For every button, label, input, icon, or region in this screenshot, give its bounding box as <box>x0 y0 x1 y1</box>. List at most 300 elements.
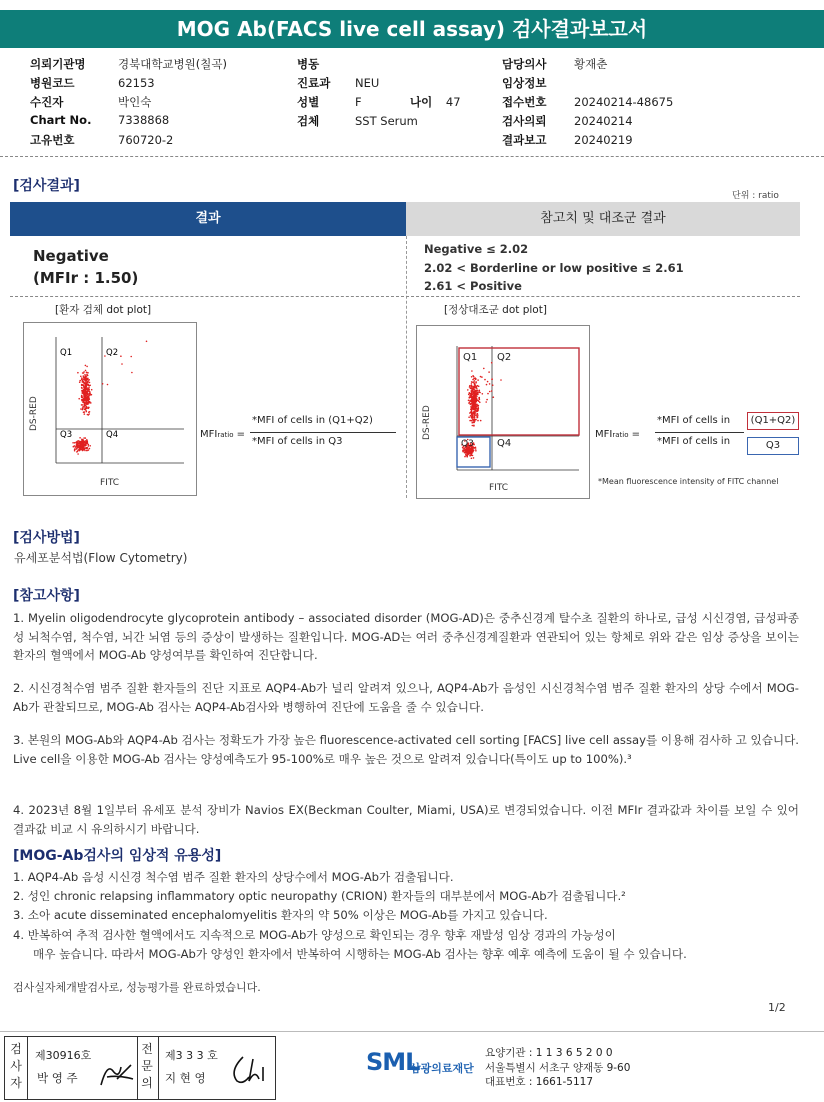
specialist-name: 지 현 영 <box>165 1071 206 1085</box>
scatter-dot <box>468 400 470 402</box>
scatter-dot <box>87 394 89 396</box>
scatter-dot <box>79 381 81 383</box>
info-2-row <box>297 113 418 132</box>
scatter-dot <box>84 374 86 376</box>
scatter-dot <box>482 393 484 395</box>
scatter-dot <box>475 419 477 421</box>
scatter-dot <box>473 411 475 413</box>
info-1-value: 760720-2 <box>118 133 174 147</box>
equals-sign: = <box>631 429 641 440</box>
scatter-dot <box>472 425 474 427</box>
tester-name: 박 영 주 <box>37 1071 78 1085</box>
scatter-dot <box>77 453 79 455</box>
scatter-dot <box>486 399 488 401</box>
scatter-dot <box>84 441 86 443</box>
info-2-label: 성별 <box>297 95 320 109</box>
info-3-label: 임상정보 <box>502 76 547 90</box>
scatter-dot <box>473 422 475 424</box>
scatter-dot <box>477 407 479 409</box>
scatter-dot <box>88 387 90 389</box>
scatter-dot <box>472 407 474 409</box>
scatter-dot <box>76 447 78 449</box>
scatter-dot <box>472 399 474 401</box>
tester-label: 검사자 <box>10 1042 22 1090</box>
reference-borderline: 2.02 < Borderline or low positive ≤ 2.61 <box>424 260 684 275</box>
scatter-dot <box>475 381 477 383</box>
scatter-dot <box>479 399 481 401</box>
info-1-value: 7338868 <box>118 113 170 127</box>
scatter-dot <box>467 389 469 391</box>
lab-phone: 대표번호 : 1661-5117 <box>485 1076 594 1088</box>
info-2-label: 병동 <box>297 57 320 71</box>
scatter-dot <box>480 376 482 378</box>
scatter-dot <box>472 390 474 392</box>
scatter-dot <box>476 403 478 405</box>
scatter-dot <box>86 447 88 449</box>
scatter-dot <box>77 450 79 452</box>
info-1-label: Chart No. <box>30 113 92 127</box>
scatter-dot <box>489 383 491 385</box>
info-1-value: 경북대학교병원(칠곡) <box>118 57 227 71</box>
scatter-dot <box>468 394 470 396</box>
lab-name: 삼광의료재단 <box>410 1062 474 1075</box>
info-1-label: 수진자 <box>30 95 64 109</box>
scatter-dot <box>474 402 476 404</box>
patient-mfi-formula <box>200 429 245 440</box>
column-divider <box>406 236 407 498</box>
patient-q2-label: Q2 <box>106 348 119 358</box>
scatter-dot <box>469 392 471 394</box>
scatter-dot <box>480 420 482 422</box>
scatter-dot <box>146 341 148 343</box>
scatter-dot <box>83 401 85 403</box>
scatter-dot <box>85 365 87 367</box>
patient-q4-label: Q4 <box>106 430 119 440</box>
info-1-row <box>30 132 227 151</box>
ratio-subscript: ratio <box>612 431 629 439</box>
scatter-dot <box>78 447 80 449</box>
scatter-dot <box>80 408 82 410</box>
scatter-dot <box>475 450 477 452</box>
mfi-label: MFI <box>200 429 218 440</box>
scatter-dot <box>75 446 77 448</box>
control-q1-label: Q1 <box>463 352 478 363</box>
scatter-dot <box>121 363 123 365</box>
scatter-dot <box>471 383 473 385</box>
unit-label: 단위 : ratio <box>732 191 779 201</box>
patient-plot-title: [환자 검체 dot plot] <box>55 304 152 316</box>
scatter-dot <box>477 390 479 392</box>
scatter-dot <box>470 401 472 403</box>
scatter-dot <box>484 379 486 381</box>
scatter-dot <box>84 403 86 405</box>
scatter-dot <box>473 401 475 403</box>
control-y-axis-label: DS-RED <box>422 405 432 440</box>
scatter-dot <box>500 379 502 381</box>
scatter-dot <box>89 382 91 384</box>
scatter-dot <box>492 384 494 386</box>
patient-fraction-line <box>250 432 396 433</box>
reference-positive: 2.61 < Positive <box>424 279 522 293</box>
result-mfir: (MFIr : 1.50) <box>33 269 139 287</box>
scatter-dot <box>120 355 122 357</box>
control-x-axis-label: FITC <box>489 483 509 493</box>
info-3-row <box>502 132 673 151</box>
specialist-license: 제3 3 3 호 <box>165 1049 218 1062</box>
scatter-dot <box>475 393 477 395</box>
utility-list <box>13 868 803 964</box>
info-1-label: 고유번호 <box>30 133 75 147</box>
scatter-dot <box>471 385 473 387</box>
scatter-dot <box>477 420 479 422</box>
lab-info <box>485 1046 630 1090</box>
info-column-2 <box>297 56 418 132</box>
lab-address: 서울특별시 서초구 양재동 9-60 <box>485 1061 631 1074</box>
info-2-row <box>297 94 418 113</box>
scatter-dot <box>87 372 89 374</box>
patient-info <box>30 56 810 151</box>
scatter-dot <box>85 390 87 392</box>
scatter-dot <box>79 380 81 382</box>
scatter-dot <box>83 391 85 393</box>
scatter-dot <box>83 411 85 413</box>
control-q2-label: Q2 <box>497 352 512 363</box>
signature-box <box>4 1036 276 1100</box>
scatter-dot <box>85 378 87 380</box>
info-column-3 <box>502 56 673 151</box>
scatter-dot <box>88 411 90 413</box>
scatter-dot <box>477 405 479 407</box>
scatter-dot <box>89 402 91 404</box>
scatter-dot <box>84 382 86 384</box>
scatter-dot <box>78 398 80 400</box>
specialist-signature <box>227 1051 271 1089</box>
scatter-dot <box>83 406 85 408</box>
scatter-dot <box>84 388 86 390</box>
info-2-value: SST Serum <box>355 114 418 128</box>
scatter-dot <box>475 401 477 403</box>
scatter-dot <box>77 445 79 447</box>
scatter-dot <box>82 378 84 380</box>
scatter-dot <box>85 375 87 377</box>
scatter-dot <box>85 400 87 402</box>
scatter-dot <box>88 414 90 416</box>
info-1-row <box>30 94 227 113</box>
scatter-dot <box>483 368 485 370</box>
scatter-dot <box>74 448 76 450</box>
info-3-row <box>502 94 673 113</box>
scatter-dot <box>84 392 86 394</box>
scatter-dot <box>80 449 82 451</box>
scatter-dot <box>472 379 474 381</box>
scatter-dot <box>476 410 478 412</box>
header-divider <box>0 156 824 157</box>
patient-q3-label: Q3 <box>60 430 73 440</box>
info-3-value: 20240219 <box>574 133 633 147</box>
scatter-dot <box>470 420 472 422</box>
result-section-title: [검사결과] <box>13 178 80 194</box>
control-denominator-box: Q3 <box>747 437 799 455</box>
notes-title: [참고사항] <box>13 588 80 604</box>
info-1-row <box>30 75 227 94</box>
control-mfi-formula <box>595 429 640 440</box>
scatter-dot <box>85 370 87 372</box>
utility-item-3: 3. 소아 acute disseminated encephalomyelitis 환자의 약 50% 이상은 MOG-Ab를 가지고 있습니다. <box>13 908 548 923</box>
scatter-dot <box>83 386 85 388</box>
scatter-dot <box>86 442 88 444</box>
scatter-dot <box>77 372 79 374</box>
info-2-label: 검체 <box>297 114 320 128</box>
scatter-dot <box>86 449 88 451</box>
scatter-dot <box>81 379 83 381</box>
utility-item-4-cont: 매우 높습니다. 따라서 MOG-Ab가 양성인 환자에서 반복하여 시행하는 MOG-Ab 검사는 향후 예후 예측에 도움이 될 수 있습니다. <box>33 946 687 961</box>
scatter-dot <box>477 413 479 415</box>
scatter-dot <box>74 442 76 444</box>
scatter-dot <box>464 456 466 458</box>
scatter-dot <box>81 446 83 448</box>
scatter-dot <box>462 450 464 452</box>
info-3-label: 검사의뢰 <box>502 114 547 128</box>
scatter-dot <box>89 394 91 396</box>
scatter-dot <box>87 407 89 409</box>
info-2-row <box>297 56 418 75</box>
scatter-dot <box>474 398 476 400</box>
scatter-dot <box>81 395 83 397</box>
scatter-dot <box>474 417 476 419</box>
age-label: 나이 <box>410 95 433 109</box>
sml-logo: SML <box>366 1048 420 1076</box>
scatter-dot <box>491 362 493 364</box>
age-row <box>410 94 461 110</box>
scatter-dot <box>84 397 86 399</box>
scatter-dot <box>78 443 80 445</box>
scatter-dot <box>473 402 475 404</box>
lab-code: 요양기관 : 1 1 3 6 5 2 0 0 <box>485 1047 613 1059</box>
scatter-dot <box>478 390 480 392</box>
utility-item-2: 2. 성인 chronic relapsing inflammatory optic neuropathy (CRION) 환자들의 대부분에서 MOG-Ab가 검출됩니다.² <box>13 889 626 904</box>
page-number: 1/2 <box>768 1001 786 1014</box>
scatter-dot <box>82 439 84 441</box>
scatter-dot <box>83 399 85 401</box>
scatter-dot <box>130 356 132 358</box>
patient-q1-label: Q1 <box>60 348 73 358</box>
info-3-value: 황재춘 <box>574 57 608 71</box>
info-2-value: F <box>355 95 362 109</box>
utility-item-1: 1. AQP4-Ab 음성 시신경 척수염 범주 질환 환자의 상당수에서 MOG-Ab가 검출됩니다. <box>13 870 454 884</box>
scatter-dot <box>87 391 89 393</box>
note-3: 3. 본원의 MOG-Ab와 AQP4-Ab 검사는 정확도가 가장 높은 fluorescence-activated cell sorting [FACS] live cell assay를 이용해 검사하 고 있습니다. Live cell을 이용한 MOG-Ab 검사는 양성예측도가 95-100%로 매우 높은 것으로 알려져 있습니다(특이도 up to 100%).³ <box>13 733 799 766</box>
scatter-dot <box>88 384 90 386</box>
reference-ranges <box>424 240 684 296</box>
scatter-dot <box>468 416 470 418</box>
patient-plot-svg <box>24 323 196 495</box>
scatter-dot <box>486 384 488 386</box>
control-q3-label: Q3 <box>461 439 474 449</box>
scatter-dot <box>467 455 469 457</box>
info-2-value: NEU <box>355 76 380 90</box>
scatter-dot <box>474 386 476 388</box>
scatter-dot <box>470 388 472 390</box>
scatter-dot <box>85 387 87 389</box>
scatter-dot <box>131 372 133 374</box>
info-3-row <box>502 113 673 132</box>
scatter-dot <box>88 449 90 451</box>
footer-divider <box>0 1031 824 1032</box>
scatter-dot <box>470 451 472 453</box>
control-q4-label: Q4 <box>497 438 512 449</box>
patient-denominator: *MFI of cells in Q3 <box>252 436 343 447</box>
info-1-row <box>30 113 227 132</box>
scatter-dot <box>471 391 473 393</box>
scatter-dot <box>89 391 91 393</box>
scatter-dot <box>82 443 84 445</box>
scatter-dot <box>478 397 480 399</box>
reference-column-header: 참고치 및 대조군 결과 <box>406 202 800 236</box>
info-2-label: 진료과 <box>297 76 331 90</box>
scatter-dot <box>470 412 472 414</box>
scatter-dot <box>86 374 88 376</box>
scatter-dot <box>475 406 477 408</box>
scatter-dot <box>85 443 87 445</box>
scatter-dot <box>471 407 473 409</box>
info-1-value: 박인숙 <box>118 95 152 109</box>
scatter-dot <box>73 446 75 448</box>
scatter-dot <box>471 370 473 372</box>
scatter-dot <box>471 458 473 460</box>
scatter-dot <box>472 450 474 452</box>
scatter-dot <box>473 419 475 421</box>
footer-note: 검사실자체개발검사로, 성능평가를 완료하였습니다. <box>13 981 261 994</box>
info-column-1 <box>30 56 227 151</box>
scatter-dot <box>477 385 479 387</box>
info-3-value: 20240214 <box>574 114 633 128</box>
info-3-row <box>502 56 673 75</box>
scatter-dot <box>81 392 83 394</box>
scatter-dot <box>83 448 85 450</box>
reference-negative: Negative ≤ 2.02 <box>424 242 529 256</box>
info-2-row <box>297 75 418 94</box>
tester-signature <box>97 1057 137 1091</box>
info-3-label: 담당의사 <box>502 57 547 71</box>
scatter-dot <box>87 403 89 405</box>
utility-title: [MOG-Ab검사의 임상적 유용성] <box>13 848 222 864</box>
scatter-dot <box>488 371 490 373</box>
scatter-dot <box>489 391 491 393</box>
method-title: [검사방법] <box>13 530 80 546</box>
scatter-dot <box>473 383 475 385</box>
scatter-dot <box>469 453 471 455</box>
control-numerator: *MFI of cells in <box>657 415 731 426</box>
info-1-label: 의뢰기관명 <box>30 57 86 71</box>
scatter-dot <box>478 400 480 402</box>
scatter-dot <box>471 455 473 457</box>
scatter-dot <box>79 437 81 439</box>
info-1-label: 병원코드 <box>30 76 75 90</box>
mfi-footnote: *Mean fluorescence intensity of FITC channel <box>598 477 779 486</box>
scatter-dot <box>473 425 475 427</box>
info-3-value: 20240214-48675 <box>574 95 674 109</box>
info-1-value: 62153 <box>118 76 155 90</box>
scatter-dot <box>86 397 88 399</box>
mfi-label: MFI <box>595 429 613 440</box>
note-4: 4. 2023년 8월 1일부터 유세포 분석 장비가 Navios EX(Beckman Coulter, Miami, USA)로 변경되었습니다. 이전 MFIr 결과값과 차이를 보일 수 있어 결과값 비교 시 유의하시기 바랍니다. <box>13 803 799 836</box>
scatter-dot <box>85 384 87 386</box>
scatter-dot <box>471 381 473 383</box>
scatter-dot <box>82 372 84 374</box>
scatter-dot <box>472 388 474 390</box>
scatter-dot <box>84 413 86 415</box>
utility-item-4: 4. 반복하여 추적 검사한 혈액에서도 지속적으로 MOG-Ab가 양성으로 확인되는 경우 향후 재발성 임상 경과의 가능성이 <box>13 927 616 942</box>
scatter-dot <box>474 409 476 411</box>
scatter-dot <box>471 376 473 378</box>
scatter-dot <box>88 396 90 398</box>
scatter-dot <box>469 455 471 457</box>
scatter-dot <box>464 452 466 454</box>
info-3-row <box>502 75 673 94</box>
scatter-dot <box>491 378 493 380</box>
scatter-dot <box>469 401 471 403</box>
scatter-dot <box>87 389 89 391</box>
scatter-dot <box>470 396 472 398</box>
scatter-dot <box>476 417 478 419</box>
scatter-dot <box>485 401 487 403</box>
result-value: Negative <box>33 247 109 265</box>
control-plot-title: [정상대조군 dot plot] <box>444 304 547 316</box>
scatter-dot <box>86 366 88 368</box>
note-2: 2. 시신경척수염 범주 질환 환자들의 진단 지표로 AQP4-Ab가 널리 알려져 있으나, AQP4-Ab가 음성인 시신경척수염 범주 질환 환자의 상당 수에서 MOG-Ab가 관찰되므로, MOG-Ab 검사는 AQP4-Ab검사와 병행하여 진단에 도움을 줄 수 있습니다. <box>13 681 799 714</box>
scatter-dot <box>76 448 78 450</box>
control-dot-plot <box>416 325 590 499</box>
scatter-dot <box>479 392 481 394</box>
scatter-dot <box>85 395 87 397</box>
scatter-dot <box>82 404 84 406</box>
scatter-dot <box>85 393 87 395</box>
specialist-label: 전문의 <box>141 1042 153 1090</box>
scatter-dot <box>466 451 468 453</box>
scatter-dot <box>88 445 90 447</box>
scatter-dot <box>80 376 82 378</box>
patient-dot-plot <box>23 322 197 496</box>
scatter-dot <box>89 448 91 450</box>
scatter-dot <box>473 376 475 378</box>
control-numerator-box: (Q1+Q2) <box>747 412 799 430</box>
control-denominator: *MFI of cells in <box>657 436 731 447</box>
patient-y-axis-label: DS-RED <box>29 396 39 431</box>
scatter-dot <box>76 441 78 443</box>
scatter-dot <box>86 440 88 442</box>
scatter-dot <box>91 389 93 391</box>
scatter-dot <box>473 457 475 459</box>
control-fraction-line <box>655 432 744 433</box>
result-divider <box>10 296 800 297</box>
scatter-dot <box>491 390 493 392</box>
result-column-header: 결과 <box>10 202 406 236</box>
age-value: 47 <box>445 95 461 109</box>
scatter-dot <box>85 437 87 439</box>
scatter-dot <box>470 393 472 395</box>
scatter-dot <box>474 397 476 399</box>
patient-numerator: *MFI of cells in (Q1+Q2) <box>252 415 373 426</box>
scatter-dot <box>86 381 88 383</box>
ratio-subscript: ratio <box>217 431 234 439</box>
note-1: 1. Myelin oligodendrocyte glycoprotein antibody – associated disorder (MOG-AD)은 중추신경계 탈수초 질환의 하나로, 급성 시신경염, 급성파종성 뇌척수염, 척수염, 뇌간 뇌염 등의 증상이 발생하는 질환입니다. MOG-AD는 여러 중추신경계질환과 연관되어 있는 항체로 위와 같은 임상 증상을 보이는 환자의 혈액에서 MOG-Ab 양성여부를 확인하여 진단합니다. <box>13 611 799 662</box>
scatter-dot <box>478 409 480 411</box>
scatter-dot <box>487 381 489 383</box>
scatter-dot <box>89 445 91 447</box>
report-title: MOG Ab(FACS live cell assay) 검사결과보고서 <box>0 10 824 48</box>
scatter-dot <box>72 442 74 444</box>
scatter-dot <box>474 390 476 392</box>
